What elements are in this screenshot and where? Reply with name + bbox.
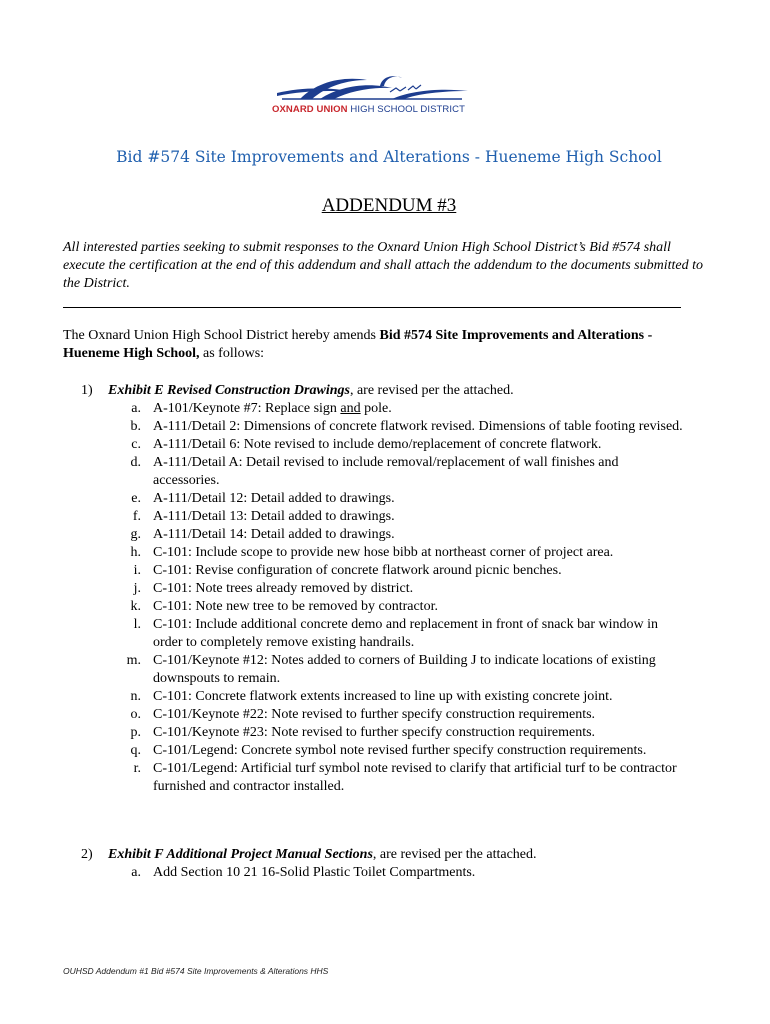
- list-item-letter: l.: [133, 617, 141, 632]
- divider-line: [63, 307, 681, 308]
- item-1-heading: Exhibit E Revised Construction Drawings: [108, 383, 350, 398]
- item-2: [63, 846, 703, 882]
- list-item-letter: f.: [132, 509, 141, 524]
- list-item-letter: d.: [130, 455, 141, 470]
- list-item: [63, 508, 703, 526]
- list-item: [63, 688, 703, 706]
- district-logo-icon: [272, 70, 472, 102]
- list-item-letter: j.: [133, 581, 141, 596]
- district-logo: [272, 70, 472, 120]
- list-item-text: C-101: Concrete flatwork extents increased to line up with existing concrete joint.: [153, 689, 613, 704]
- list-item-a-underline: and: [340, 401, 361, 416]
- list-item-text: A-111/Detail 13: Detail added to drawings.: [153, 509, 395, 524]
- list-item-text: C-101/Keynote #22: Note revised to further specify construction requirements.: [153, 707, 596, 722]
- list-item: [63, 742, 703, 760]
- list-item-text: C-101: Note trees already removed by district.: [153, 581, 414, 596]
- list-item-text: A-111/Detail 12: Detail added to drawings.: [153, 491, 395, 506]
- list-item: [63, 490, 703, 508]
- list-item-letter: r.: [133, 761, 141, 776]
- list-item-letter: o.: [130, 707, 141, 722]
- list-item: [63, 526, 703, 544]
- list-item-text: C-101: Include scope to provide new hose bibb at northeast corner of project area.: [153, 545, 614, 560]
- list-item-a-suffix: pole.: [360, 401, 392, 416]
- item-2-tail: , are revised per the attached.: [372, 847, 537, 862]
- list-item: [63, 580, 703, 598]
- item-2-header: [63, 846, 703, 864]
- list-item-letter: m.: [126, 653, 141, 668]
- page-footer: OUHSD Addendum #1 Bid #574 Site Improvements & Alterations HHS: [63, 966, 329, 976]
- list-item: [63, 562, 703, 580]
- list-item: [63, 864, 703, 882]
- district-name-rest: HIGH SCHOOL DISTRICT: [350, 104, 465, 115]
- list-item-letter: n.: [130, 689, 141, 704]
- item-1-header: [63, 382, 703, 400]
- list-item-text: Add Section 10 21 16-Solid Plastic Toilet Compartments.: [153, 865, 476, 880]
- list-item-text: C-101/Legend: Artificial turf symbol note revised to clarify that artificial turf to be contractor furnished and contractor installed.: [153, 761, 677, 794]
- addendum-title: ADDENDUM #3: [321, 195, 457, 216]
- item-2-heading: Exhibit F Additional Project Manual Sections: [108, 847, 373, 862]
- list-item-letter: a.: [131, 865, 141, 880]
- item-2-number: 2): [81, 847, 93, 862]
- list-item-letter: k.: [130, 599, 141, 614]
- list-item-letter: b.: [130, 419, 141, 434]
- list-item-letter: g.: [130, 527, 141, 542]
- list-item: [63, 454, 703, 490]
- list-item: [63, 706, 703, 724]
- list-item: [63, 544, 703, 562]
- district-name-bold: OXNARD UNION: [272, 104, 348, 115]
- list-item-letter: h.: [130, 545, 141, 560]
- list-item-text: C-101/Legend: Concrete symbol note revised further specify construction requirements.: [153, 743, 647, 758]
- list-item: [63, 616, 703, 652]
- list-item-text: A-111/Detail 14: Detail added to drawings.: [153, 527, 395, 542]
- list-item: [63, 652, 703, 688]
- list-item-letter: i.: [133, 563, 141, 578]
- list-item-letter: e.: [131, 491, 141, 506]
- list-item: [63, 418, 703, 436]
- list-item-letter: p.: [130, 725, 141, 740]
- list-item: [63, 760, 703, 796]
- list-item-text: C-101: Note new tree to be removed by contractor.: [153, 599, 438, 614]
- amend-paragraph: [63, 327, 703, 363]
- list-item-letter: q.: [130, 743, 141, 758]
- list-item-text: A-111/Detail 6: Note revised to include demo/replacement of concrete flatwork.: [153, 437, 602, 452]
- amend-prefix: The Oxnard Union High School District hereby amends: [63, 328, 380, 343]
- list-item-letter: c.: [131, 437, 141, 452]
- item-1-tail: , are revised per the attached.: [349, 383, 514, 398]
- item-1: [63, 382, 703, 796]
- list-item: [63, 400, 703, 418]
- list-item-text: A-111/Detail A: Detail revised to include removal/replacement of wall finishes and accessories.: [153, 455, 619, 488]
- list-item: [63, 598, 703, 616]
- list-item-a-prefix: A-101/Keynote #7: Replace sign: [153, 401, 341, 416]
- list-item-text: C-101/Keynote #23: Note revised to further specify construction requirements.: [153, 725, 596, 740]
- bid-title: Bid #574 Site Improvements and Alterations - Hueneme High School: [116, 148, 662, 166]
- list-item: [63, 724, 703, 742]
- intro-paragraph: All interested parties seeking to submit responses to the Oxnard Union High School District’s Bid #574 shall execute the certification at the end of this addendum and shall attach the addendum to the documents submitted to the District.: [63, 240, 703, 291]
- list-item-text: C-101: Include additional concrete demo and replacement in front of snack bar window in order to completely remove existing handrails.: [153, 617, 658, 650]
- list-item-text: C-101/Keynote #12: Notes added to corners of Building J to indicate locations of existing downspouts to remain.: [153, 653, 656, 686]
- item-1-number: 1): [81, 383, 93, 398]
- amend-bid-name: Bid #574 Site Improvements and Alterations - Hueneme High School,: [63, 328, 653, 361]
- list-item: [63, 436, 703, 454]
- list-item-text: C-101: Revise configuration of concrete flatwork around picnic benches.: [153, 563, 562, 578]
- district-name: [272, 104, 472, 115]
- list-item-letter: a.: [131, 401, 141, 416]
- list-item-text: A-111/Detail 2: Dimensions of concrete flatwork revised. Dimensions of table footing revised.: [153, 419, 683, 434]
- amend-suffix: as follows:: [199, 346, 265, 361]
